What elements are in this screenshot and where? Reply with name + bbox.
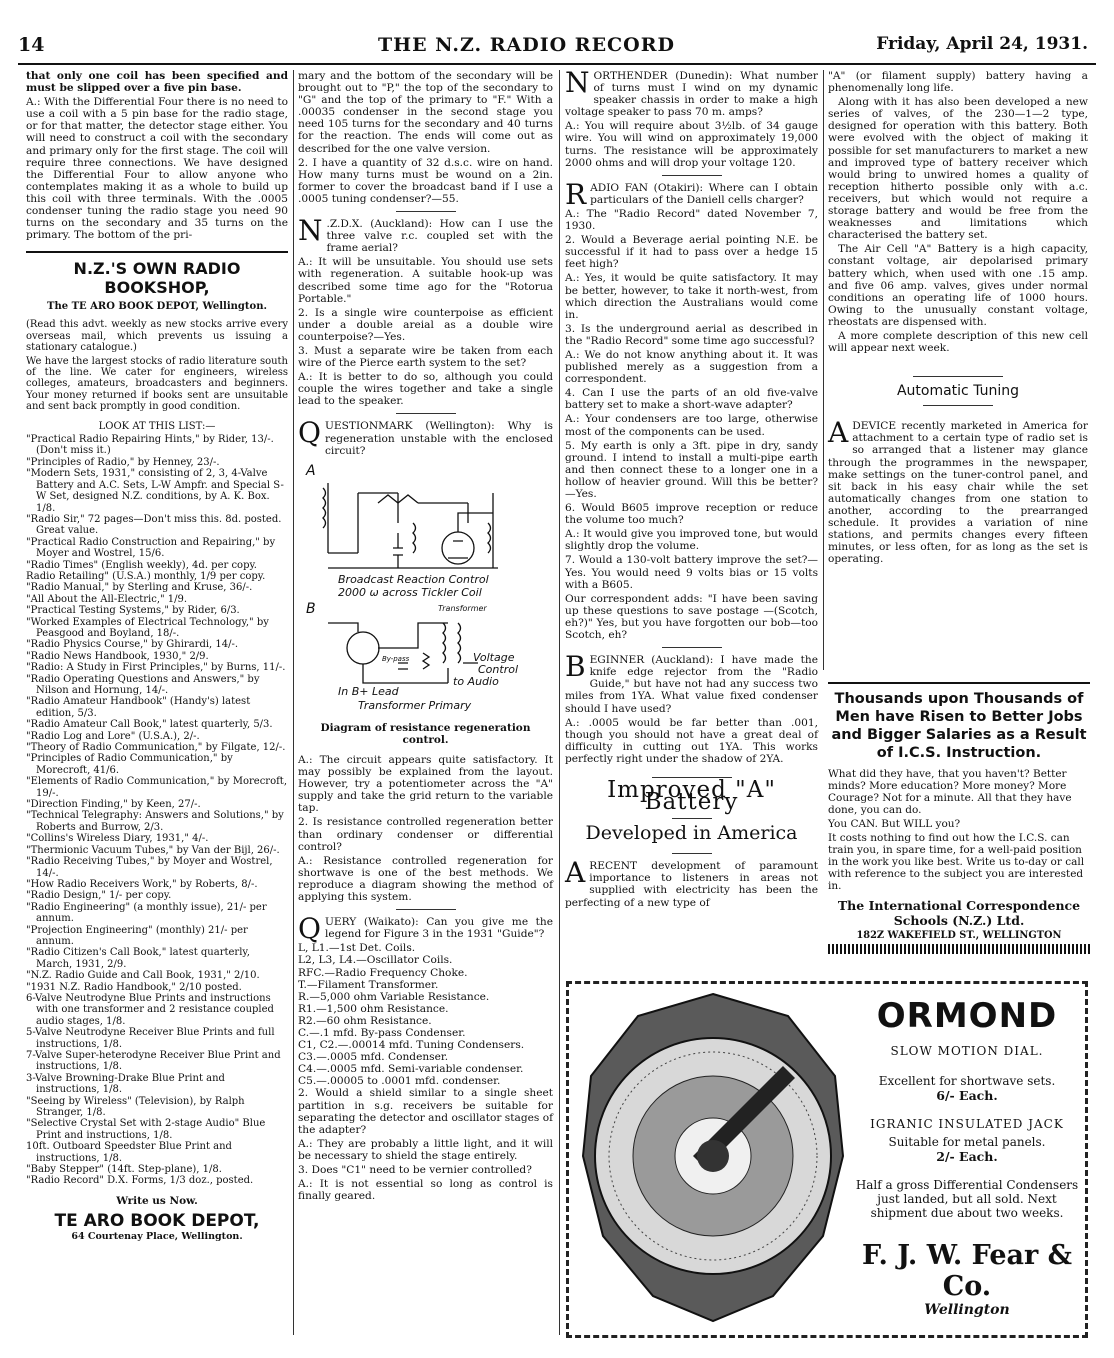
list-item: "How Radio Receivers Work," by Roberts, 8/-. bbox=[26, 878, 258, 890]
stock-note: Half a gross Differential Condensers just landed, but all sold. Next shipment due about two weeks. bbox=[855, 1178, 1079, 1220]
diagram-b-caption: Transformer Primary bbox=[358, 698, 472, 712]
question: UESTIONMARK (Wellington): Why is regeneration unstable with the enclosed circuit? bbox=[324, 420, 553, 457]
question: 3. Is the underground aerial as described in the "Radio Record" some time ago successful? bbox=[565, 322, 818, 347]
list-item: "Principles of Radio," by Henney, 23/-. bbox=[26, 456, 220, 468]
masthead: THE N.Z. RADIO RECORD bbox=[378, 34, 675, 56]
paragraph: 2. I have a quantity of 32 d.s.c. wire on hand. How many turns must be wound on a 2in. former to cover the broadcast band if I use a .0005 tuning condenser?—55. bbox=[298, 156, 553, 205]
wire bbox=[328, 623, 448, 683]
question: 2. Is a single wire counterpoise as efficient under a double areial as a double wire counterpoise?—Yes. bbox=[298, 306, 553, 343]
list-item: "Practical Radio Construction and Repairing," by Moyer and Wostrel, 15/6. bbox=[26, 536, 276, 560]
list-item: "Elements of Radio Communication," by Morecroft, 19/-. bbox=[26, 776, 288, 799]
list-item: "Modern Sets, 1931," consisting of 2, 3, 4-Valve Battery and A.C. Sets, L-W Ampfr. and Special S-W Set, designed N.Z. conditions, by A. K. Box. 1/8. bbox=[26, 468, 284, 514]
decorative-border bbox=[828, 944, 1090, 954]
list-item: "Radio: A Study in First Principles," by Burns, 11/-. bbox=[26, 662, 286, 674]
list-item: "Selective Crystal Set with 2-stage Audio" Blue Print and instructions, 1/8. bbox=[26, 1118, 266, 1141]
wire bbox=[328, 483, 398, 553]
answer: A.: The circuit appears quite satisfactory. It may possibly be explained from the layout. However, try a potentiometer across the "A" supply and take the grid return to the variable tap. bbox=[298, 754, 553, 815]
list-item: C3.—.0005 mfd. Condenser. bbox=[298, 1051, 449, 1064]
product-desc: Excellent for shortwave sets. bbox=[878, 1074, 1056, 1088]
diagram-a-caption: Broadcast Reaction Control bbox=[338, 572, 489, 586]
list-item: "Radio News Handbook, 1930," 2/9. bbox=[26, 650, 209, 662]
answer: A.: Your condensers are too large, otherwise most of the components can be used. bbox=[565, 413, 818, 438]
divider bbox=[26, 251, 288, 253]
question: UERY (Waikato): Can you give me the legend for Figure 3 in the 1931 "Guide"? bbox=[324, 916, 553, 941]
question: 4. Can I use the parts of an old five-valve battery set to make a short-wave adapter? bbox=[565, 387, 818, 412]
list-item: "Seeing by Wireless" (Television), by Ralph Stranger, 1/8. bbox=[26, 1095, 245, 1119]
write-us: Write us Now. bbox=[116, 1194, 198, 1207]
separator bbox=[672, 818, 712, 819]
ics-school-name: The International Correspondence Schools (N.Z.) Ltd. bbox=[837, 898, 1081, 928]
list-item: C1, C2.—.00014 mfd. Tuning Condensers. bbox=[298, 1039, 525, 1052]
column-4 bbox=[828, 70, 1088, 567]
tuning-headline: Automatic Tuning bbox=[896, 383, 1020, 400]
list-item: "Direction Finding," by Keen, 27/-. bbox=[26, 799, 201, 811]
list-item: "Radio Amateur Call Book," latest quarterly, 5/3. bbox=[26, 719, 273, 731]
list-item: "Radio Record" D.X. Forms, 1/3 doz., posted. bbox=[26, 1175, 254, 1187]
question: ORTHENDER (Dunedin): What number of turns must I wind on my dynamic speaker chassis in order to make a high voltage speaker to pass 70 m. amps? bbox=[565, 70, 818, 119]
legend-list bbox=[298, 942, 553, 1087]
diagram-a-caption: 2000 ω across Tickler Coil bbox=[338, 585, 482, 599]
question: 3. Must a separate wire be taken from each wire of the Pierce earth system to the set? bbox=[298, 344, 553, 370]
answer: A.: They are probably a little light, and it will be necessary to shield the stage entirely. bbox=[298, 1137, 553, 1162]
separator bbox=[662, 647, 722, 648]
answer: A.: Resistance controlled regeneration for shortwave is one of the best methods. We reproduce a diagram showing the method of applying this system. bbox=[298, 854, 553, 904]
separator bbox=[672, 853, 712, 854]
bypass-capacitor bbox=[398, 663, 408, 669]
transformer-label: Transformer bbox=[438, 603, 487, 613]
list-item: "Baby Stepper" (14ft. Step-plane), 1/8. bbox=[26, 1164, 222, 1176]
answer-text: A.: With the Differential Four there is no need to use a coil with a 5 pin base for the radio stage, or for that matter, the detector stage either. You will need to construct a coil with the secondary and primary only for the first stage. The coil will require three connections. We have designed the Differential Four to allow anyone who contemplates making it as a whole to build up this coil with three terminals. With the .0005 condenser tuning the radio stage you need 90 turns on the secondary and 35 turns on the primary. The bottom of the pri- bbox=[26, 96, 288, 242]
paragraph: DEVICE recently marketed in America for attachment to a certain type of radio set is so arranged that a listener may glance through the programmes in the newspaper, make settings on the tuner-control panel, and sit back in his easy chair while the set automatically changes from one station to another, according to the prearranged schedule. It provides a variation of nine stations, and permits changes every fifteen minutes, or less often, for as long as the set is operating. bbox=[828, 420, 1088, 566]
drop-cap: Q bbox=[298, 912, 321, 946]
coil-symbol bbox=[413, 523, 416, 553]
ics-advertisement bbox=[828, 682, 1090, 954]
list-item: "Radio Citizen's Call Book," latest quarterly, March, 1931, 2/9. bbox=[26, 947, 250, 970]
list-item: R1.—1,500 ohm Resistance. bbox=[298, 1002, 449, 1015]
product-price: 6/- Each. bbox=[936, 1088, 998, 1103]
answer: A.: We do not know anything about it. It was published merely as a suggestion from a correspondent. bbox=[565, 348, 818, 386]
paragraph: The Air Cell "A" Battery is a high capacity, constant voltage, air depolarised primary battery which, when used with one .15 amp. and five 06 amp. valves, gives under normal conditions an operating life of 1000 hours. Owing to the unusually constant voltage, rheostats are dispensed with. bbox=[828, 243, 1088, 328]
product-name: IGRANIC INSULATED JACK bbox=[870, 1117, 1064, 1131]
list-item: "Worked Examples of Electrical Technology," by Peasgood and Boyland, 18/-. bbox=[26, 616, 269, 639]
paragraph: RECENT development of paramount importance to listeners in areas not supplied with electricity has been the perfecting of a new type of bbox=[565, 860, 818, 909]
drop-cap: A bbox=[565, 856, 586, 890]
bypass-label: By-pass bbox=[382, 654, 410, 663]
answer: A.: It is better to do so, although you could couple the wires together and take a single lead to the speaker. bbox=[298, 371, 553, 408]
diagram-b-caption: to Audio bbox=[453, 674, 499, 688]
paragraph: mary and the bottom of the secondary will be brought out to "P," the top of the secondary to "G" and the top of the primary to "F." With a .00035 condenser in the second stage you need 105 turns for the secondary and 40 turns for the reaction. The ends will come out as described for the one valve version. bbox=[298, 70, 553, 155]
column-rule bbox=[823, 70, 824, 670]
voltage-label: Voltage bbox=[473, 650, 515, 664]
stock-note: We have the largest stocks of radio literature south of the line. We cater for engineers, wireless colleges, amateurs, broadcasters and beginners. Your money returned if books sent are unsuitable and sent back promptly in good condition. bbox=[26, 355, 288, 413]
question: EGINNER (Auckland): I have made the knife edge rejector from the "Radio Guide," but have not had any success two miles from 1YA. What value fixed condenser should I have used? bbox=[565, 654, 818, 715]
list-item: "Radio Times" (English weekly), 4d. per copy. bbox=[26, 559, 257, 571]
page-header bbox=[18, 34, 1096, 60]
paragraph: Our correspondent adds: "I have been saving up these questions to save postage —(Scotch, eh?)" Yes, but you have forgotten our bob—too Scotch, eh? bbox=[565, 592, 818, 642]
list-item: "Practical Testing Systems," by Rider, 6/3. bbox=[26, 605, 240, 617]
control-label: Control bbox=[478, 662, 519, 676]
separator bbox=[396, 909, 456, 910]
intro-text: that only one coil has been specified and must be slipped over a five pin base. bbox=[26, 70, 288, 95]
coil-symbol bbox=[488, 523, 491, 553]
issue-date: Friday, April 24, 1931. bbox=[876, 34, 1088, 54]
page-number: 14 bbox=[18, 34, 45, 56]
list-item: "Radio Amateur Handbook" (Handy's) latest edition, 5/3. bbox=[26, 696, 251, 719]
list-item: "Thermionic Vacuum Tubes," by Van der Bijl, 26/-. bbox=[26, 844, 280, 856]
question: 6. Would B605 improve reception or reduce the volume too much? bbox=[565, 502, 818, 527]
firm-name: F. J. W. Fear & Co. bbox=[861, 1240, 1072, 1302]
question: 7. Would a 130-volt battery improve the set?—Yes. You would need 9 volts bias or 15 volts with a B605. bbox=[565, 554, 818, 591]
transformer-symbol bbox=[443, 623, 461, 663]
list-item: 3-Valve Browning-Drake Blue Print and instructions, 1/8. bbox=[26, 1072, 225, 1096]
diagram-b-caption: In B+ Lead bbox=[338, 684, 399, 698]
list-item: 10ft. Outboard Speedster Blue Print and instructions, 1/8. bbox=[26, 1141, 232, 1164]
depot-name: The TE ARO BOOK DEPOT, Wellington. bbox=[47, 301, 267, 313]
list-item: C4.—.0005 mfd. Semi-variable condenser. bbox=[298, 1063, 524, 1076]
depot-title: TE ARO BOOK DEPOT, bbox=[54, 1210, 260, 1231]
dial-illustration bbox=[573, 986, 853, 1331]
column-rule bbox=[293, 70, 294, 1335]
list-item: "Projection Engineering" (monthly) 21/- per annum. bbox=[26, 924, 248, 947]
drop-cap: Q bbox=[298, 416, 321, 450]
answer: A.: It will be unsuitable. You should use sets with regeneration. A suitable hook-up was described some time ago for the "Rotorua Portable." bbox=[298, 256, 553, 305]
question: 2. Would a Beverage aerial pointing N.E. be successful if it had to pass over a hedge 15 feet high? bbox=[565, 234, 818, 271]
answer: A.: Yes, it would be quite satisfactory. It may be better, however, to take it north-west, from which direction the Australians would come in. bbox=[565, 272, 818, 321]
article-headline: Improved "A" Battery bbox=[607, 776, 776, 816]
question: ADIO FAN (Otakiri): Where can I obtain particulars of the Daniell cells charger? bbox=[590, 181, 818, 206]
paragraph: A more complete description of this new cell will appear next week. bbox=[828, 329, 1088, 355]
diagram-caption: Diagram of resistance regeneration control. bbox=[320, 721, 531, 746]
list-item: "Radio Log and Lore" (U.S.A.), 2/-. bbox=[26, 730, 200, 742]
column-1 bbox=[26, 70, 288, 1243]
circuit-diagram bbox=[298, 463, 553, 713]
question: 2. Is resistance controlled regeneration better than ordinary condenser or differential control? bbox=[298, 816, 553, 853]
product-name: SLOW MOTION DIAL. bbox=[890, 1044, 1044, 1058]
dial-knob bbox=[697, 1140, 729, 1172]
list-item: 7-Valve Super-heterodyne Receiver Blue Print and instructions, 1/8. bbox=[26, 1050, 281, 1073]
paragraph: Along with it has also been developed a new series of valves, of the 230—1—2 type, designed for operation with this battery. Both were evolved with the object of making it possible for set manufacturers to market a new and improved type of battery receiver which would bring to unwired homes a quality of reception hitherto possible only with a.c. receivers, but which would not require a storage battery and would be free from the weaknesses and limitations which characterised the battery set. bbox=[828, 96, 1088, 242]
answer: A.: You will require about 3½lb. of 34 gauge wire. You will wind on approximately 19,000 turns. The resistance will be approximately 2000 ohms and will drop your voltage 120. bbox=[565, 120, 818, 169]
list-item: R2.—60 ohm Resistance. bbox=[298, 1014, 432, 1027]
question: 2. Would a shield similar to a single sheet partition in s.g. receivers be suitable for separating the detector and oscillator stages of the adapter? bbox=[298, 1087, 553, 1136]
list-item: T.—Filament Transformer. bbox=[298, 978, 439, 991]
ics-body: What did they have, that you haven't? Better minds? More education? More money? More Courage? Not for a minute. All that they have done, you can do. bbox=[828, 768, 1072, 816]
separator bbox=[662, 175, 722, 176]
drop-cap: N bbox=[565, 66, 590, 99]
answer: A.: It would give you improved tone, but would slightly drop the volume. bbox=[565, 528, 818, 553]
list-item: RFC.—Radio Frequency Choke. bbox=[298, 966, 468, 979]
valve-symbol bbox=[347, 632, 379, 664]
paragraph: "A" (or filament supply) battery having a phenomenally long life. bbox=[828, 70, 1088, 95]
drop-cap: A bbox=[828, 416, 849, 450]
diagram-b-label: B bbox=[306, 600, 316, 617]
ics-body: It costs nothing to find out how the I.C.S. can train you, in spare time, for a well-paid position in the work you like best. Write us to-day or call with reference to the subject you are interested in. bbox=[828, 832, 1085, 892]
list-item: L, L1.—1st Det. Coils. bbox=[298, 942, 416, 955]
ics-address: 182Z WAKEFIELD ST., WELLINGTON bbox=[856, 930, 1062, 941]
list-item: 5-Valve Neutrodyne Receiver Blue Prints and full instructions, 1/8. bbox=[26, 1027, 275, 1050]
list-item: "Radio Operating Questions and Answers," by Nilson and Hornung, 14/-. bbox=[26, 673, 260, 696]
capacitor-symbol bbox=[393, 533, 403, 568]
list-item: "Radio Physics Course," by Ghirardi, 14/-. bbox=[26, 639, 239, 651]
drop-cap: R bbox=[565, 177, 587, 211]
header-rule bbox=[18, 63, 1096, 65]
list-item: L2, L3, L4.—Oscillator Coils. bbox=[298, 954, 453, 967]
resistor-symbol bbox=[423, 653, 429, 669]
list-item: C5.—.00005 to .0001 mfd. condenser. bbox=[298, 1075, 501, 1088]
firm-city: Wellington bbox=[924, 1302, 1010, 1318]
list-heading: LOOK AT THIS LIST:— bbox=[98, 420, 216, 432]
answer: A.: .0005 would be far better than .001, though you should not have a great deal of difficulty in cutting out 1YA. This works perfectly right under the shadow of 2YA. bbox=[565, 716, 818, 765]
question: .Z.D.X. (Auckland): How can I use the three valve r.c. coupled set with the frame aerial? bbox=[326, 218, 553, 255]
read-note: (Read this advt. weekly as new stocks arrive every overseas mail, which prevents us issuing a stationary catalogue.) bbox=[26, 319, 288, 354]
list-item: 6-Valve Neutrodyne Blue Prints and instructions with one transformer and 2 resistance coupled audio stages, 1/8. bbox=[26, 992, 274, 1027]
column-2 bbox=[298, 70, 553, 1204]
list-item: "N.Z. Radio Guide and Call Book, 1931," 2/10. bbox=[26, 970, 260, 982]
separator bbox=[913, 376, 1003, 377]
wire bbox=[448, 493, 493, 568]
book-list bbox=[26, 434, 288, 1187]
drop-cap: B bbox=[565, 650, 586, 684]
divider bbox=[828, 682, 1090, 684]
list-item: "All About the All-Electric," 1/9. bbox=[26, 593, 188, 605]
answer: A.: It is not essential so long as control is finally geared. bbox=[298, 1178, 553, 1203]
product-desc: Suitable for metal panels. bbox=[888, 1135, 1046, 1149]
column-rule bbox=[559, 70, 560, 1335]
article-subheadline: Developed in America bbox=[585, 822, 798, 845]
list-item: C.—.1 mfd. By-pass Condenser. bbox=[298, 1026, 466, 1039]
list-item: "Radio Manual," by Sterling and Kruse, 36/-. bbox=[26, 582, 253, 594]
product-price: 2/- Each. bbox=[936, 1149, 998, 1164]
list-item: "Collins's Wireless Diary, 1931," 4/-. bbox=[26, 833, 209, 845]
list-item: "Principles of Radio Communication," by Morecroft, 41/6. bbox=[26, 753, 233, 776]
answer: A.: The "Radio Record" dated November 7, 1930. bbox=[565, 207, 818, 233]
question: 5. My earth is only a 3ft. pipe in dry, sandy ground. I intend to install a multi-pipe earth and then connect these to a longer one in a hollow of heavier ground. Will this be better?—Yes. bbox=[565, 439, 818, 500]
list-item: "Theory of Radio Communication," by Filgate, 12/-. bbox=[26, 742, 286, 754]
question: 3. Does "C1" need to be vernier controlled? bbox=[298, 1164, 532, 1176]
valve-symbol bbox=[442, 532, 474, 564]
ics-body: You CAN. But WILL you? bbox=[828, 818, 961, 830]
list-item: "Radio Receiving Tubes," by Moyer and Wostrel, 14/-. bbox=[26, 856, 273, 879]
list-item: "Technical Telegraphy: Answers and Solutions," by Roberts and Burrow, 2/3. bbox=[26, 810, 284, 833]
depot-address: 64 Courtenay Place, Wellington. bbox=[71, 1230, 243, 1242]
bookshop-title: N.Z.'S OWN RADIO BOOKSHOP, bbox=[73, 259, 241, 298]
diagram-a-label: A bbox=[306, 462, 316, 479]
list-item: "1931 N.Z. Radio Handbook," 2/10 posted. bbox=[26, 981, 242, 993]
list-item: "Practical Radio Repairing Hints," by Rider, 13/-. (Don't miss it.) bbox=[26, 434, 274, 457]
column-3 bbox=[565, 66, 818, 911]
list-item: "Radio Sir," 72 pages—Don't miss this. 8d. posted. Great value. bbox=[26, 513, 282, 537]
separator bbox=[923, 405, 993, 406]
separator bbox=[396, 211, 456, 212]
separator bbox=[396, 413, 456, 414]
list-item: "Radio Design," 1/- per copy. bbox=[26, 890, 172, 902]
list-item: Radio Retailing" (U.S.A.) monthly, 1/9 per copy. bbox=[26, 570, 266, 582]
ics-headline: Thousands upon Thousands of Men have Risen to Better Jobs and Bigger Salaries as a Result of I.C.S. Instruction. bbox=[831, 691, 1087, 761]
ormond-text bbox=[853, 984, 1081, 1318]
ormond-brand: ORMOND bbox=[876, 996, 1058, 1036]
list-item: "Radio Engineering" (a monthly issue), 21/- per annum. bbox=[26, 901, 267, 925]
coil-symbol bbox=[323, 488, 326, 528]
ormond-advertisement bbox=[566, 981, 1088, 1338]
list-item: R.—5,000 ohm Variable Resistance. bbox=[298, 990, 490, 1003]
drop-cap: N bbox=[298, 214, 323, 248]
